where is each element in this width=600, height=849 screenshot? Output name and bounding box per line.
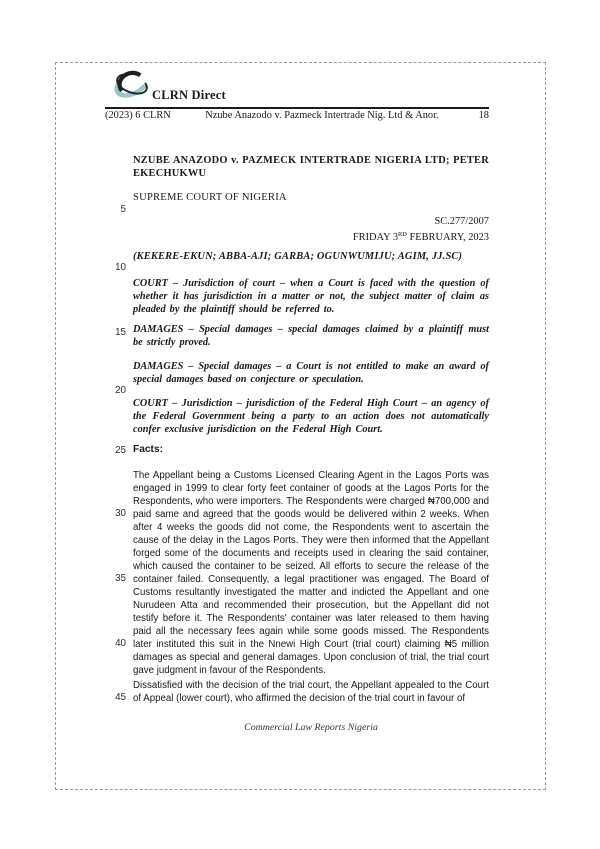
headnote-federal-high-court: COURT – Jurisdiction – jurisdiction of the Federal High Court – an agency of the Federal Government being a party to an action does not automatically confer exclusive jurisdiction on the Federal High Court.	[133, 398, 489, 435]
suit-number: SC.277/2007	[434, 216, 489, 227]
running-head	[105, 110, 489, 121]
page-number: 18	[478, 110, 489, 121]
margin-line-number: 45	[115, 692, 126, 703]
brand-wordmark: CLRN Direct	[152, 88, 226, 102]
court-name: SUPREME COURT OF NIGERIA	[133, 192, 287, 203]
docket-block	[133, 216, 489, 244]
headnote-court-jurisdiction: COURT – Jurisdiction of court – when a Court is faced with the question of whether it has jurisdiction in a matter or not, the subject matter of claim as pleaded by the plaintiff should be referred to.	[133, 278, 489, 315]
margin-line-number: 10	[115, 262, 126, 273]
margin-line-number: 15	[115, 327, 126, 338]
facts-paragraph: The Appellant being a Customs Licensed Clearing Agent in the Lagos Ports was engaged in 1999 to clear forty feet container of goods at the Lagos Ports for the Respondents, who were importers. The Respondents were charged ₦700,000 and paid same and agreed that the goods would be delivered within 2 weeks. When after 4 weeks the goods did not come, the Respondents went to ascertain the cause of the delay in the Lagos Ports. They were then informed that the Appellant forged some of the documents and receipts used in clearing the said container, which caused the container to be seized. All efforts to secure the release of the container failed. Consequently, a legal practitioner was engaged. The Board of Customs resultantly investigated the matter and indicted the Appellant and one Nurudeen Atta and recommended their prosecution, but the Appellant did not testify before it. The Respondents' container was later released to them having paid all the necessary fees again while some goods missed. The Respondents later instituted this suit in the Nnewi High Court (trial court) claiming ₦5 million damages as special and general damages. Upon conclusion of trial, the trial court gave judgment in favour of the Respondents.	[133, 470, 489, 676]
case-title-line1: NZUBE ANAZODO v. PAZMECK INTERTRADE NIGERIA LTD; PETER	[133, 155, 489, 166]
headnote-special-damages-proof: DAMAGES – Special damages – special damages claimed by a plaintiff must be strictly proved.	[133, 324, 489, 348]
margin-line-number: 20	[115, 385, 126, 396]
header-rule	[105, 107, 489, 109]
margin-line-number: 35	[115, 573, 126, 584]
date-ordinal: RD	[398, 230, 407, 238]
headnote-special-damages-conjecture: DAMAGES – Special damages – a Court is not entitled to make an award of special damages based on conjecture or speculation.	[133, 361, 489, 385]
hearing-date: FRIDAY 3RD FEBRUARY, 2023	[352, 230, 489, 243]
report-citation: (2023) 6 CLRN	[105, 110, 171, 121]
margin-line-number: 30	[115, 508, 126, 519]
running-head-case-name: Nzube Anazodo v. Pazmeck Intertrade Nig. Ltd & Anor.	[205, 110, 439, 121]
case-title	[133, 155, 489, 180]
margin-line-number: 5	[120, 204, 126, 215]
facts-paragraph: Dissatisfied with the decision of the trial court, the Appellant appealed to the Court of Appeal (lower court), who affirmed the decision of the trial court in favour of	[133, 680, 489, 704]
judges-panel: (KEKERE-EKUN; ABBA-AJI; GARBA; OGUNWUMIJU; AGIM, JJ.SC)	[133, 251, 463, 262]
margin-line-number: 25	[115, 445, 126, 456]
report-footer: Commercial Law Reports Nigeria	[244, 722, 378, 733]
case-title-line2: EKECHUKWU	[133, 167, 207, 179]
clrn-orbit-logo-icon	[110, 64, 154, 106]
facts-heading: Facts:	[133, 444, 164, 455]
margin-line-number: 40	[115, 638, 126, 649]
